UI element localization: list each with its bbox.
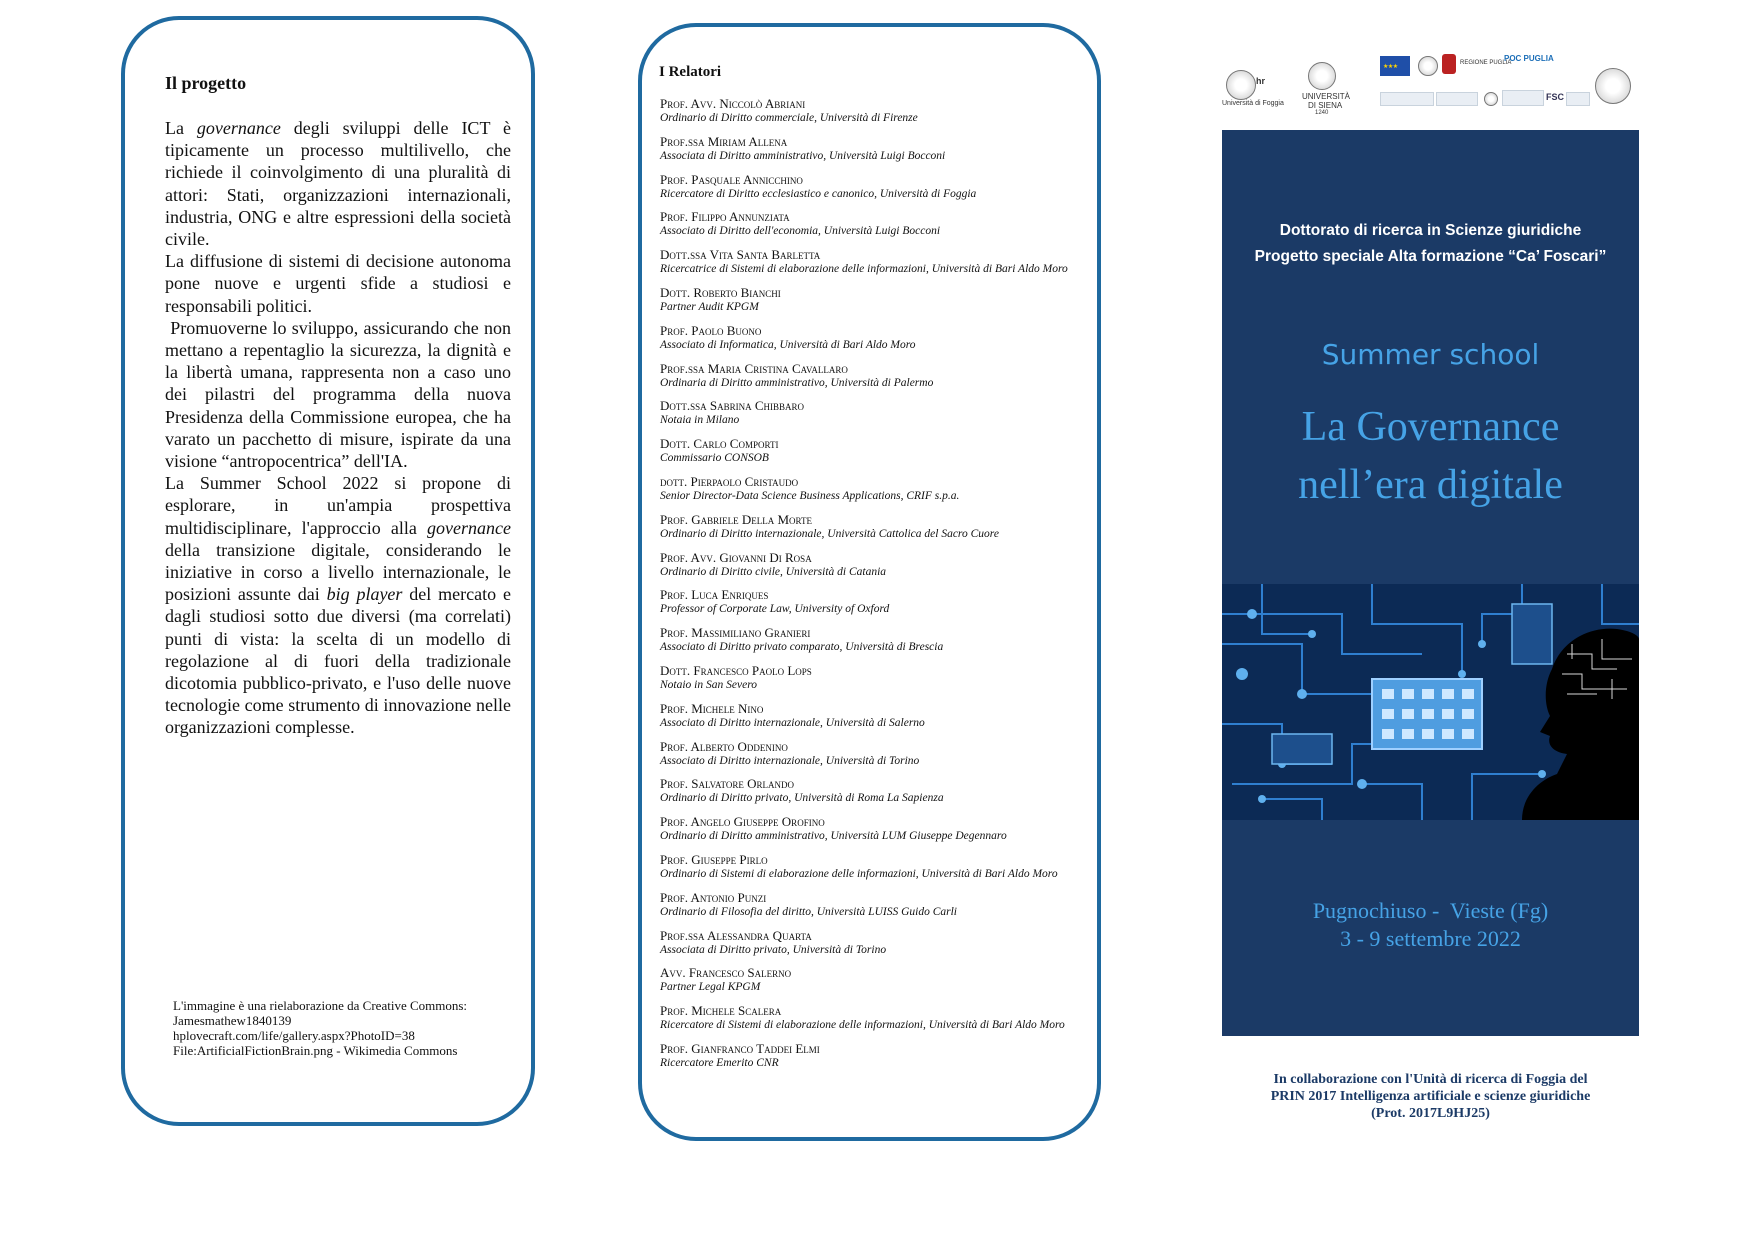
speaker-name: Prof. Alberto Oddenino (660, 738, 788, 754)
speaker-entry (660, 474, 1100, 512)
speaker-entry (660, 814, 1100, 852)
speaker-entry (660, 701, 1100, 739)
speaker-name: Prof.ssa Alessandra Quarta (660, 927, 812, 943)
text-fragment: La Summer School 2022 si propone di esplorare, in un'ampia prospettiva multidisciplinare, l'approccio alla (165, 473, 511, 538)
project-description (165, 117, 516, 739)
speaker-role: Senior Director-Data Science Business Applications, CRIF s.p.a. (660, 489, 960, 502)
speakers-panel (638, 23, 1101, 1141)
speaker-role: Ordinario di Diritto amministrativo, Università LUM Giuseppe Degennaro (660, 830, 1007, 843)
speaker-name: Prof.ssa Miriam Allena (660, 133, 788, 149)
fsc-logo-icon (1566, 92, 1590, 106)
foggia-label: Università di Foggia (1222, 100, 1284, 107)
university-seal-icon (1595, 68, 1631, 104)
italy-emblem-icon (1418, 56, 1438, 76)
memory-chip (1272, 734, 1332, 764)
speaker-entry (660, 1003, 1100, 1041)
siena-label-1: UNIVERSITÀ (1302, 92, 1351, 101)
cover-panel (1222, 130, 1639, 1036)
speaker-name: Dott.ssa Sabrina Chibbaro (660, 398, 805, 414)
fsc-mark: FSC (1546, 92, 1564, 102)
text-emphasis: governance (427, 517, 511, 538)
speaker-role: Associato di Diritto privato comparato, Università di Brescia (660, 641, 944, 654)
collaboration-note (1222, 1071, 1639, 1122)
credit-line: File:ArtificialFictionBrain.png - Wikimedia Commons (173, 1043, 458, 1058)
text-emphasis: governance (196, 118, 281, 138)
speaker-name: Prof. Giuseppe Pirlo (660, 851, 768, 867)
speaker-name: Prof. Massimiliano Granieri (660, 625, 811, 641)
puglia-label: REGIONE PUGLIA (1460, 60, 1512, 66)
event-location: Pugnochiuso - Vieste (Fg) (1312, 898, 1549, 923)
program-line-2: Progetto speciale Alta formazione “Ca’ Foscari” (1254, 248, 1607, 265)
speaker-role: Notaia in Milano (660, 414, 740, 427)
speaker-name: dott. Pierpaolo Cristaudo (660, 473, 799, 489)
speaker-role: Ordinario di Diritto commerciale, Università di Firenze (660, 112, 918, 124)
speaker-entry (660, 96, 1100, 134)
speaker-role: Ordinario di Diritto privato, Università di Roma La Sapienza (660, 792, 944, 805)
speaker-entry (660, 512, 1100, 550)
program-line-1: Dottorato di ricerca in Scienze giuridiche (1279, 222, 1582, 239)
project-panel (121, 16, 535, 1126)
circuit-brain-image (1222, 584, 1639, 820)
event-location-dates (1222, 897, 1639, 953)
speaker-role: Associata di Diritto amministrativo, Università Luigi Bocconi (660, 149, 946, 162)
speaker-entry (660, 587, 1100, 625)
paragraph-decision-systems: La diffusione di sistemi di decisione autonoma pone nuove e urgenti sfide a studiosi e responsabili politici. (165, 251, 511, 316)
speaker-role: Professor of Corporate Law, University of Oxford (660, 603, 890, 616)
summer-school-label: Summer school (1321, 338, 1540, 371)
speaker-entry (660, 134, 1100, 172)
image-credits (173, 998, 513, 1058)
credit-line: hplovecraft.com/life/gallery.aspx?PhotoID=38 (173, 1028, 415, 1043)
speaker-role: Ordinario di Diritto civile, Università di Catania (660, 565, 887, 578)
speaker-entry (660, 247, 1100, 285)
ministry-logo-icon (1436, 92, 1478, 106)
text-fragment: della transizione digitale, considerando le iniziative in corso a livello internazionale, le posizioni assunte dai (165, 539, 511, 605)
speaker-role: Associato di Diritto internazionale, Università di Salerno (660, 716, 925, 729)
speaker-entry (660, 323, 1100, 361)
speaker-name: Prof. Luca Enriques (660, 587, 769, 603)
project-title: Il progetto (165, 73, 247, 93)
text-emphasis: big player (326, 584, 403, 605)
foggia-seal-icon (1226, 70, 1256, 100)
speaker-role: Ordinario di Sistemi di elaborazione delle informazioni, Università di Bari Aldo Moro (660, 867, 1058, 880)
capacitor-block (1512, 604, 1552, 664)
speaker-role: Notaio in San Severo (660, 678, 757, 691)
paragraph-governance (165, 117, 511, 250)
speaker-role: Ordinaria di Diritto amministrativo, Università di Palermo (660, 376, 934, 389)
siena-label-2: DI SIENA (1308, 101, 1343, 110)
speaker-entry (660, 739, 1100, 777)
speaker-name: Prof. Pasquale Annicchino (660, 171, 803, 187)
speaker-entry (660, 361, 1100, 399)
speaker-role: Ricercatore Emerito CNR (660, 1056, 779, 1069)
speaker-role: Associato di Informatica, Università di Bari Aldo Moro (660, 338, 916, 351)
speaker-role: Associato di Diritto dell'economia, Università Luigi Bocconi (660, 225, 941, 238)
speaker-entry (660, 852, 1100, 890)
speakers-title: I Relatori (659, 64, 722, 80)
speaker-entry (660, 663, 1100, 701)
speaker-role: Partner Legal KPGM (660, 981, 761, 994)
text-fragment: degli sviluppi delle ICT è tipicamente un processo multilivello, che richiede il coinvolgimento di una pluralità di attori: Stati, organizzazioni internazionali, industria, ONG e altre espressioni della società civile. (165, 118, 512, 250)
event-title-line-1: La Governance (1301, 404, 1560, 450)
speaker-entry (660, 776, 1100, 814)
speaker-name: Avv. Francesco Salerno (660, 965, 792, 981)
speaker-role: Ordinario di Diritto internazionale, Università Cattolica del Sacro Cuore (660, 527, 999, 540)
speaker-name: Prof. Angelo Giuseppe Orofino (660, 814, 825, 830)
speaker-entry (660, 398, 1100, 436)
credit-line: Jamesmathew1840139 (173, 1013, 292, 1028)
speaker-role: Associato di Diritto internazionale, Università di Torino (660, 754, 920, 767)
poc-puglia-label: POC PUGLIA (1504, 54, 1554, 63)
eu-flag-icon (1380, 56, 1410, 76)
speakers-list (660, 96, 1100, 1079)
speaker-name: Dott.ssa Vita Santa Barletta (660, 247, 821, 263)
collab-line-3: (Prot. 2017L9HJ25) (1371, 1106, 1490, 1121)
event-title (1222, 398, 1639, 514)
speaker-name: Prof. Gabriele Della Morte (660, 511, 813, 527)
speaker-name: Dott. Carlo Comporti (660, 436, 779, 452)
text-fragment: del mercato e dagli studiosi sotto due diversi (ma correlati) punti di vista: la scelta di un modello di regolazione al di fuori della tradizionale dicotomia pubblico-privato, e l'uso delle nuove tecnologie come strumento di innovazione nelle organizzazioni complesse. (165, 584, 511, 738)
speaker-name: Dott. Roberto Bianchi (660, 284, 781, 300)
speaker-entry (660, 625, 1100, 663)
siena-seal-icon (1308, 62, 1336, 90)
speaker-entry (660, 172, 1100, 210)
speaker-name: Prof. Paolo Buono (660, 322, 762, 338)
speaker-name: Prof. Salvatore Orlando (660, 776, 794, 792)
collab-line-1: In collaborazione con l'Unità di ricerca di Foggia del (1273, 1072, 1588, 1087)
event-dates: 3 - 9 settembre 2022 (1340, 926, 1521, 951)
speaker-role: Ricercatore di Sistemi di elaborazione delle informazioni, Università di Bari Aldo Moro (660, 1019, 1065, 1032)
speaker-role: Associata di Diritto privato, Università di Torino (660, 943, 887, 956)
program-heading (1222, 218, 1639, 270)
puglia-crest-icon (1442, 54, 1456, 74)
speaker-role: Commissario CONSOB (660, 452, 769, 465)
programme-logo-icon (1502, 90, 1544, 106)
speaker-name: Prof. Michele Scalera (660, 1003, 782, 1019)
credit-line: L'immagine è una rielaborazione da Creative Commons: (173, 998, 468, 1013)
speaker-name: Prof. Antonio Punzi (660, 889, 767, 905)
speaker-name: Dott. Francesco Paolo Lops (660, 662, 812, 678)
speaker-role: Partner Audit KPGM (660, 300, 759, 313)
partner-logos (1222, 48, 1630, 126)
speaker-role: Ricercatore di Diritto ecclesiastico e canonico, Università di Foggia (660, 187, 977, 200)
republic-emblem-icon (1484, 92, 1498, 106)
eu-fund-logo-icon (1380, 92, 1434, 106)
speaker-entry (660, 285, 1100, 323)
speaker-entry (660, 550, 1100, 588)
speaker-entry (660, 436, 1100, 474)
speaker-entry (660, 209, 1100, 247)
speaker-name: Prof.ssa Maria Cristina Cavallaro (660, 360, 848, 376)
siena-label-3: 1240 (1315, 110, 1329, 116)
speaker-name: Prof. Gianfranco Taddei Elmi (660, 1040, 820, 1056)
collab-line-2: PRIN 2017 Intelligenza artificiale e scienze giuridiche (1270, 1089, 1591, 1104)
foggia-mark: hr (1256, 76, 1265, 86)
text-fragment: La (165, 118, 197, 138)
speaker-name: Prof. Michele Nino (660, 700, 764, 716)
paragraph-summer-school (165, 472, 511, 738)
speaker-name: Prof. Filippo Annunziata (660, 209, 790, 225)
speaker-name: Prof. Avv. Giovanni Di Rosa (660, 549, 812, 565)
paragraph-commission: Promuoverne lo sviluppo, assicurando che non mettano a repentaglio la sicurezza, la dignità e la libertà umana, rappresenta non a caso uno dei pilastri del programma della nuova Presidenza della Commissione europea, che ha varato un pacchetto di misure, ispirate da una visione “antropocentrica” dell'IA. (165, 317, 516, 472)
speaker-role: Ricercatrice di Sistemi di elaborazione delle informazioni, Università di Bari Aldo Moro (660, 263, 1068, 276)
speaker-role: Ordinario di Filosofia del diritto, Università LUISS Guido Carli (660, 905, 957, 918)
speaker-name: Prof. Avv. Niccolò Abriani (660, 96, 806, 111)
speaker-entry (660, 1041, 1100, 1079)
speaker-entry (660, 890, 1100, 928)
speaker-entry (660, 928, 1100, 966)
speaker-entry (660, 965, 1100, 1003)
event-title-line-2: nell’era digitale (1298, 462, 1563, 508)
